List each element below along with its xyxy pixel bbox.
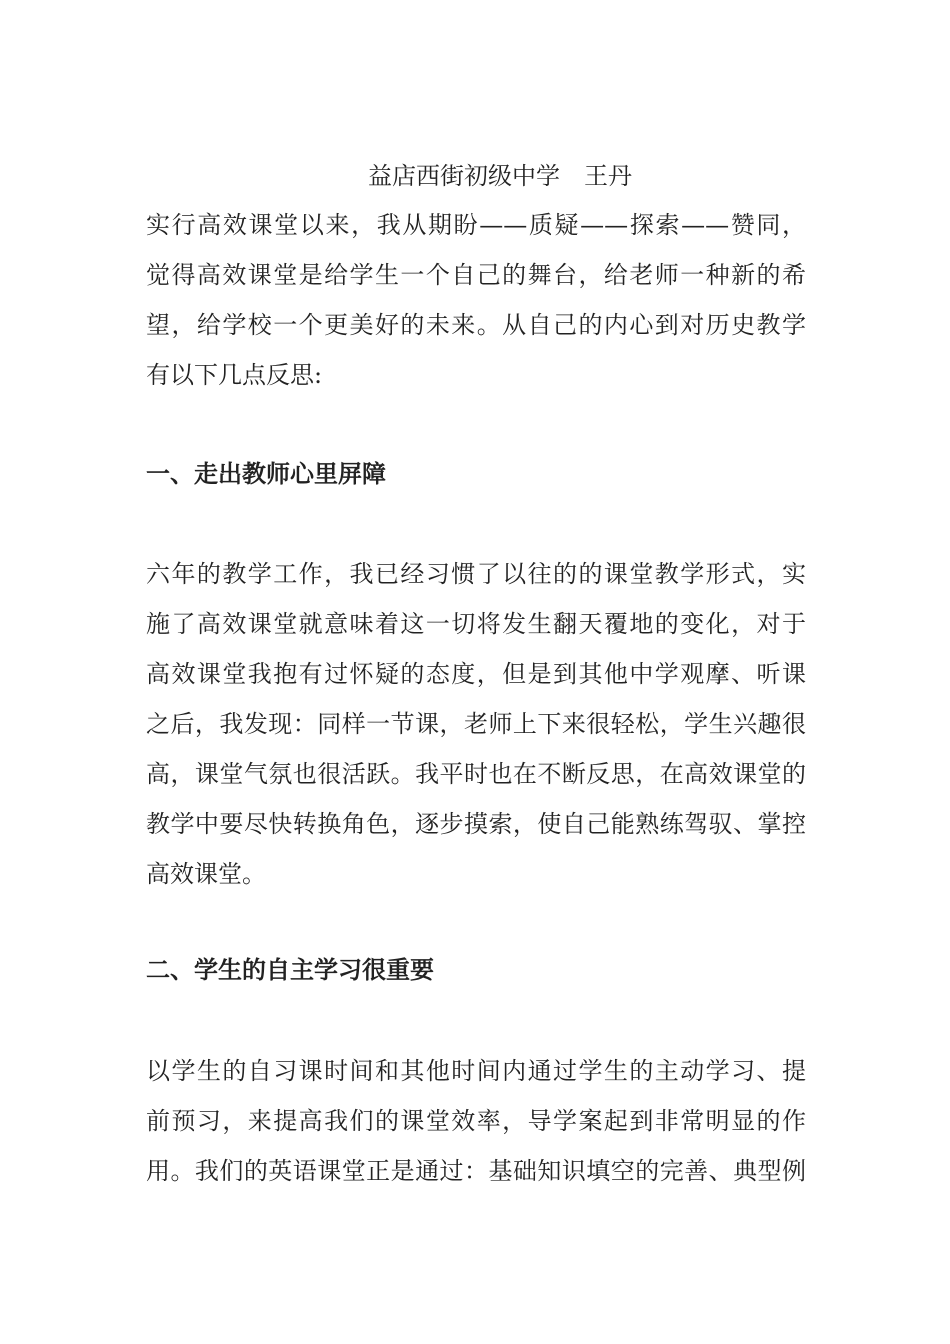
- paragraph-line: 六年的教学工作，我已经习惯了以往的的课堂教学形式，实: [146, 560, 806, 588]
- paragraph-line: 用。我们的英语课堂正是通过：基础知识填空的完善、典型例: [146, 1157, 806, 1185]
- paragraph-line: 施了高效课堂就意味着这一切将发生翻天覆地的变化，对于: [146, 610, 806, 638]
- school-name: 益店西街初级中学: [368, 162, 560, 190]
- paragraph-line: 有以下几点反思:: [146, 361, 323, 389]
- paragraph-line: 之后，我发现：同样一节课，老师上下来很轻松，学生兴趣很: [146, 710, 806, 738]
- paragraph-line: 觉得高效课堂是给学生一个自己的舞台，给老师一种新的希: [146, 261, 806, 289]
- paragraph-line: 前预习，来提高我们的课堂效率，导学案起到非常明显的作: [146, 1107, 806, 1135]
- paragraph-line: 教学中要尽快转换角色，逐步摸索，使自己能熟练驾驭、掌控: [146, 810, 806, 838]
- author-line: [368, 158, 632, 194]
- author-name: 王丹: [584, 162, 632, 190]
- section-heading-2: 二、学生的自主学习很重要: [146, 956, 434, 984]
- section-1-paragraph: [146, 549, 806, 899]
- intro-paragraph: [146, 200, 806, 400]
- paragraph-line: 高效课堂。: [146, 860, 266, 888]
- section-2-paragraph: [146, 1046, 806, 1196]
- paragraph-line: 实行高效课堂以来，我从期盼——质疑——探索——赞同，: [146, 211, 806, 239]
- section-heading-1: 一、走出教师心里屏障: [146, 460, 386, 488]
- paragraph-line: 高效课堂我抱有过怀疑的态度，但是到其他中学观摩、听课: [146, 660, 806, 688]
- paragraph-line: 望，给学校一个更美好的未来。从自己的内心到对历史教学: [146, 311, 806, 339]
- paragraph-line: 高，课堂气氛也很活跃。我平时也在不断反思，在高效课堂的: [146, 760, 806, 788]
- paragraph-line: 以学生的自习课时间和其他时间内通过学生的主动学习、提: [146, 1057, 806, 1085]
